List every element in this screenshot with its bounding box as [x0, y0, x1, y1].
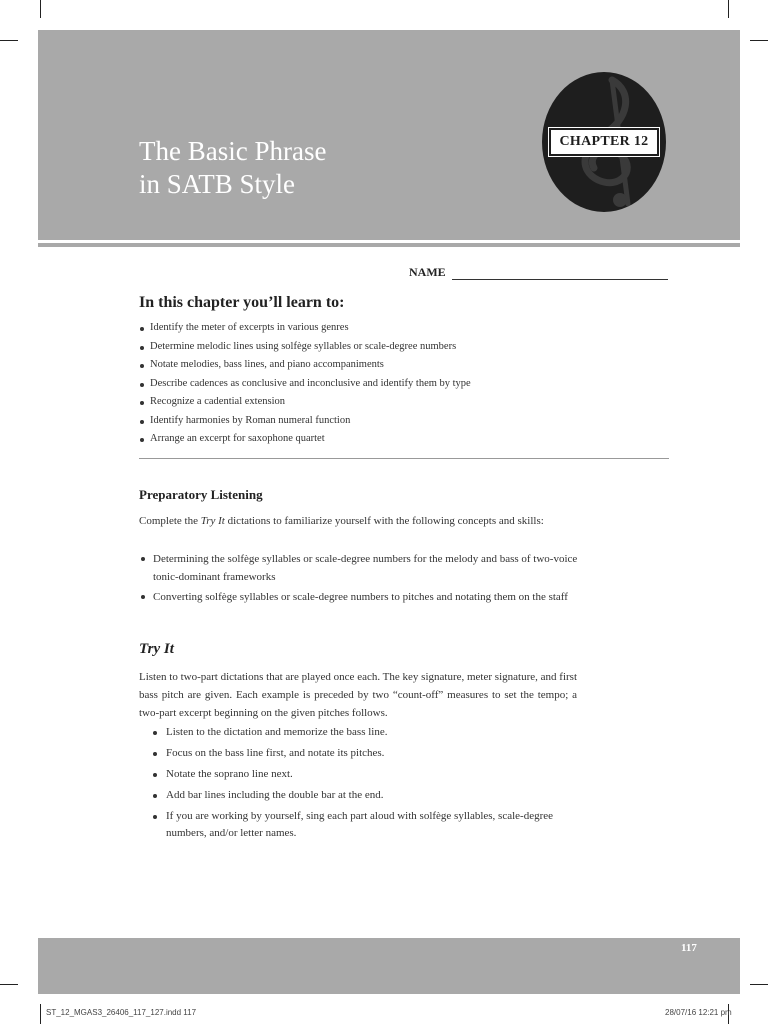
preparatory-intro-after: dictations to familiarize yourself with the following concepts and skills:: [224, 515, 544, 527]
crop-mark: [750, 40, 768, 41]
try-it-item: Listen to the dictation and memorize the bass line.: [153, 724, 563, 741]
name-blank-line[interactable]: [452, 267, 668, 280]
page-number: 117: [681, 942, 697, 954]
section-divider: [139, 458, 669, 459]
objective-item: Recognize a cadential extension: [139, 393, 659, 412]
chapter-title-line1: The Basic Phrase: [139, 136, 327, 166]
objective-item: Describe cadences as conclusive and inconclusive and identify them by type: [139, 375, 659, 394]
crop-mark: [40, 1004, 41, 1024]
try-it-item: Notate the soprano line next.: [153, 766, 563, 783]
chapter-title: [139, 135, 326, 201]
footer-band: [38, 938, 740, 994]
chapter-title-line2: in SATB Style: [139, 169, 296, 199]
objectives-heading: In this chapter you’ll learn to:: [139, 294, 345, 311]
preparatory-intro: [139, 512, 579, 530]
preparatory-item: Determining the solfège syllables or scale-degree numbers for the melody and bass of two-voice tonic-dominant frameworks: [139, 550, 579, 586]
crop-mark: [0, 984, 18, 985]
objectives-list: [139, 319, 659, 449]
preparatory-heading: Preparatory Listening: [139, 487, 263, 502]
crop-mark: [728, 0, 729, 18]
try-it-item: Add bar lines including the double bar at the end.: [153, 787, 563, 804]
name-field: [409, 265, 668, 280]
crop-mark: [40, 0, 41, 18]
try-it-item: Focus on the bass line first, and notate its pitches.: [153, 745, 563, 762]
crop-mark: [0, 40, 18, 41]
preparatory-list: [139, 550, 579, 608]
objective-item: Identify harmonies by Roman numeral function: [139, 412, 659, 431]
objective-item: Arrange an excerpt for saxophone quartet: [139, 430, 659, 449]
preparatory-intro-emphasis: Try It: [200, 515, 225, 527]
try-it-heading: Try It: [139, 641, 174, 657]
objective-item: Determine melodic lines using solfège syllables or scale-degree numbers: [139, 338, 659, 357]
chapter-number-badge: CHAPTER 12: [549, 128, 659, 156]
name-label: NAME: [409, 265, 446, 279]
preparatory-intro-before: Complete the: [139, 515, 201, 527]
objective-item: Notate melodies, bass lines, and piano accompaniments: [139, 356, 659, 375]
preparatory-item: Converting solfège syllables or scale-degree numbers to pitches and notating them on the staff: [139, 588, 579, 606]
objective-item: Identify the meter of excerpts in various genres: [139, 319, 659, 338]
try-it-list: [153, 724, 563, 846]
header-rule: [38, 243, 740, 247]
print-slug-date: 28/07/16 12:21 pm: [665, 1008, 732, 1017]
print-slug-file: ST_12_MGAS3_26406_117_127.indd 117: [46, 1008, 197, 1017]
crop-mark: [750, 984, 768, 985]
try-it-intro: Listen to two-part dictations that are played once each. The key signature, meter signature, and first bass pitch are given. Each example is preceded by two “count-off” measures to set the tempo; a two-part excerpt beginning on the given pitches follows.: [139, 671, 577, 719]
try-it-item: If you are working by yourself, sing each part aloud with solfège syllables, scale-degree numbers, and/or letter names.: [153, 808, 563, 842]
